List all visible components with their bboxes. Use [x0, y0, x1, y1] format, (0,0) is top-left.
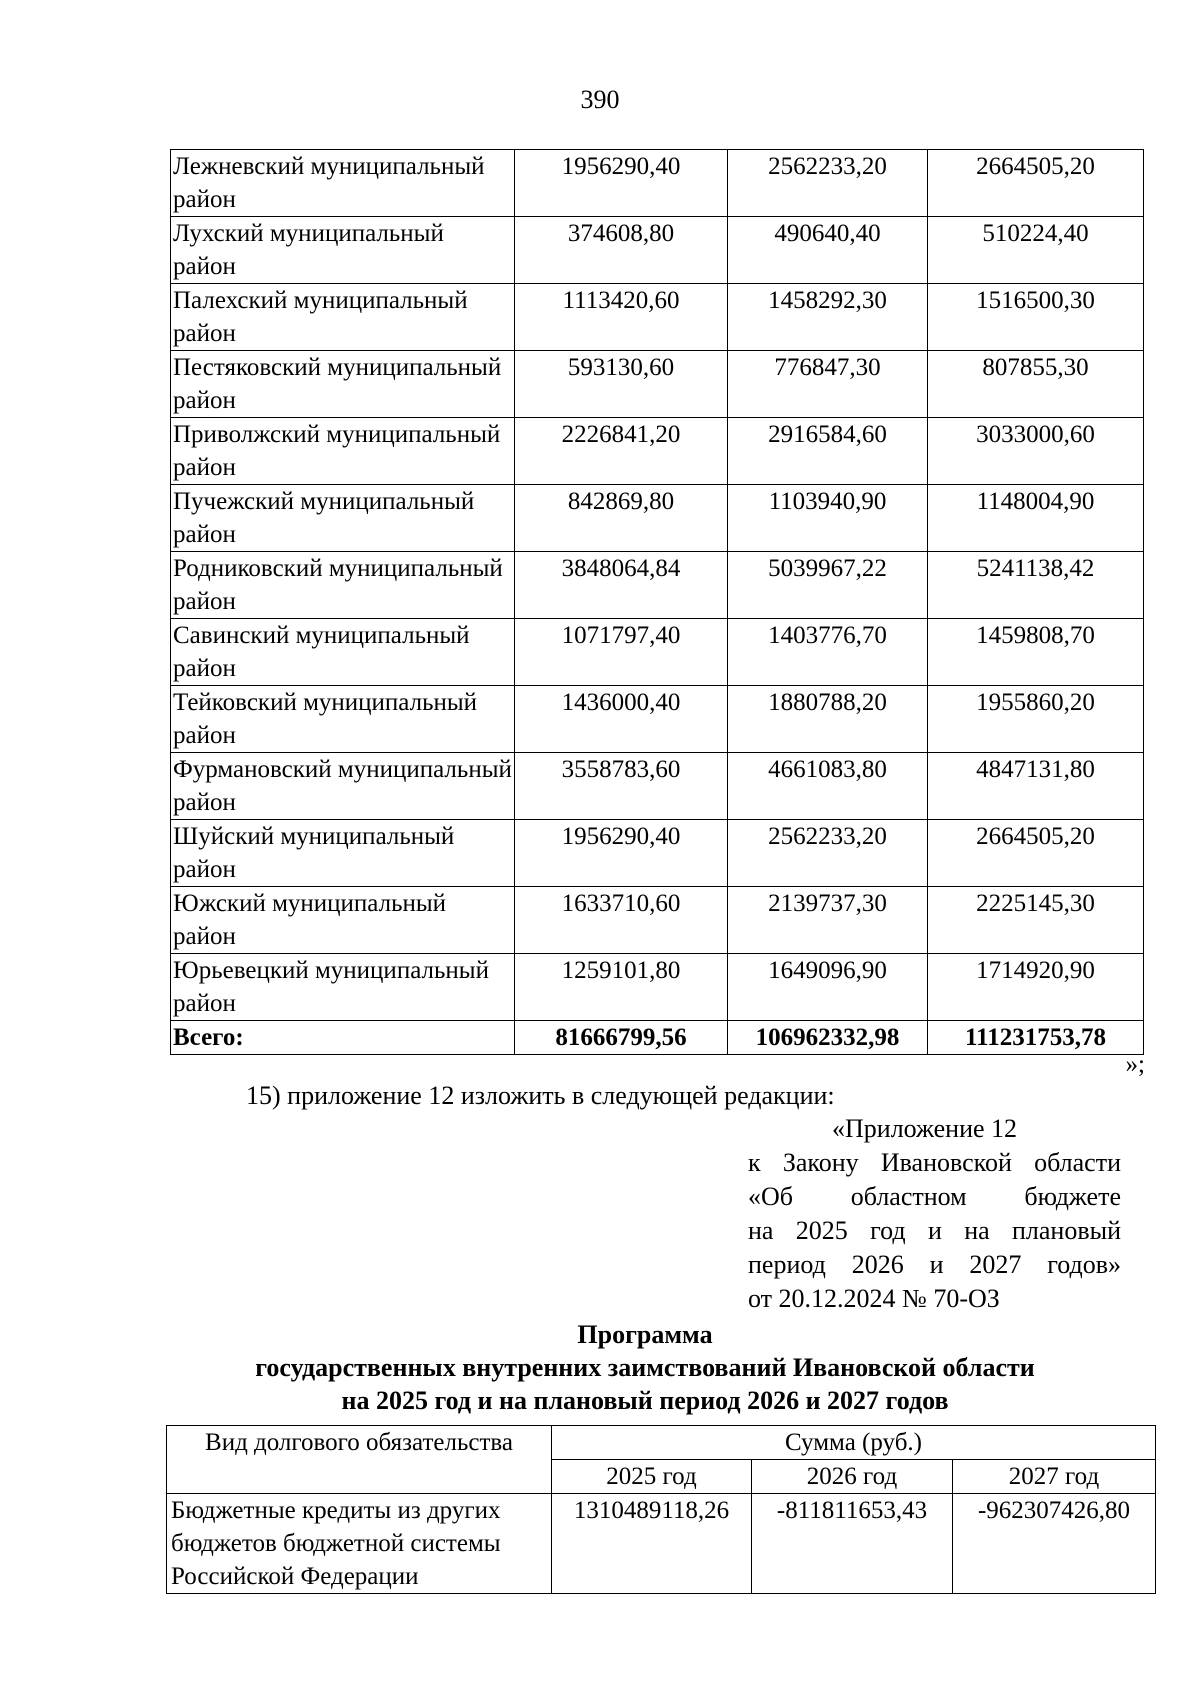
amount-2025-cell: 81666799,56 [515, 1021, 728, 1055]
amount-2025-cell: 3558783,60 [515, 753, 728, 820]
district-name-cell: Лухский муниципальный район [171, 217, 515, 284]
amendment-instruction: 15) приложение 12 изложить в следующей редакции: [246, 1081, 835, 1110]
table-row [171, 284, 1144, 351]
amount-2027-cell: -962307426,80 [953, 1494, 1156, 1594]
table-row [171, 954, 1144, 1021]
amount-2025-cell: 1071797,40 [515, 619, 728, 686]
district-name-cell: Родниковский муниципальный район [171, 552, 515, 619]
amount-2027-cell: 1148004,90 [928, 485, 1144, 552]
amount-2027-cell: 1714920,90 [928, 954, 1144, 1021]
table-row [171, 351, 1144, 418]
district-name-cell: Приволжский муниципальный район [171, 418, 515, 485]
table-row [171, 686, 1144, 753]
table-row [171, 1021, 1144, 1055]
amount-2026-cell: 1649096,90 [728, 954, 928, 1021]
amount-2025-cell: 1310489118,26 [552, 1494, 752, 1594]
district-name-cell: Лежневский муниципальный район [171, 150, 515, 217]
table-row [171, 217, 1144, 284]
district-name-cell: Всего: [171, 1021, 515, 1055]
district-name-cell: Пестяковский муниципальный район [171, 351, 515, 418]
amount-2026-cell: 1458292,30 [728, 284, 928, 351]
table-row [171, 820, 1144, 887]
header-debt-type: Вид долгового обязательства [167, 1426, 552, 1494]
amount-2025-cell: 1633710,60 [515, 887, 728, 954]
table-row [171, 485, 1144, 552]
amount-2027-cell: 5241138,42 [928, 552, 1144, 619]
amount-2025-cell: 842869,80 [515, 485, 728, 552]
borrowing-program-table [166, 1425, 1156, 1594]
district-amounts-table [170, 149, 1144, 1055]
amount-2027-cell: 2664505,20 [928, 150, 1144, 217]
district-name-cell: Тейковский муниципальный район [171, 686, 515, 753]
header-year: 2025 год [552, 1460, 752, 1494]
amount-2026-cell: 2562233,20 [728, 820, 928, 887]
table-header-row [167, 1426, 1156, 1460]
table-row [171, 418, 1144, 485]
district-name-cell: Палехский муниципальный район [171, 284, 515, 351]
amount-2027-cell: 111231753,78 [928, 1021, 1144, 1055]
district-name-cell: Южский муниципальный район [171, 887, 515, 954]
amount-2026-cell: 106962332,98 [728, 1021, 928, 1055]
table-row [167, 1494, 1156, 1594]
closing-quote: »; [1125, 1051, 1145, 1078]
amount-2027-cell: 2664505,20 [928, 820, 1144, 887]
district-name-cell: Юрьевецкий муниципальный район [171, 954, 515, 1021]
table-row [171, 887, 1144, 954]
amount-2025-cell: 593130,60 [515, 351, 728, 418]
amount-2027-cell: 1955860,20 [928, 686, 1144, 753]
district-amounts-table-body [171, 150, 1144, 1055]
header-year: 2026 год [752, 1460, 953, 1494]
header-year: 2027 год [953, 1460, 1156, 1494]
amount-2025-cell: 3848064,84 [515, 552, 728, 619]
appendix-header [748, 1112, 1121, 1316]
amount-2025-cell: 1259101,80 [515, 954, 728, 1021]
table-row [171, 619, 1144, 686]
amount-2027-cell: 2225145,30 [928, 887, 1144, 954]
amount-2026-cell: 776847,30 [728, 351, 928, 418]
amount-2027-cell: 3033000,60 [928, 418, 1144, 485]
amount-2025-cell: 1436000,40 [515, 686, 728, 753]
table-row [171, 150, 1144, 217]
appendix-line: период 2026 и 2027 годов» [748, 1250, 1121, 1279]
amount-2026-cell: 1403776,70 [728, 619, 928, 686]
amount-2027-cell: 1459808,70 [928, 619, 1144, 686]
amount-2025-cell: 1956290,40 [515, 820, 728, 887]
appendix-line: «Приложение 12 [832, 1114, 1018, 1143]
amount-2026-cell: 490640,40 [728, 217, 928, 284]
amount-2026-cell: 1103940,90 [728, 485, 928, 552]
appendix-line: к Закону Ивановской области [748, 1148, 1121, 1177]
amount-2026-cell: 4661083,80 [728, 753, 928, 820]
table-row [171, 753, 1144, 820]
debt-type-cell: Бюджетные кредиты из других бюджетов бюджетной системы Российской Федерации [167, 1494, 552, 1594]
header-sum: Сумма (руб.) [552, 1426, 1156, 1460]
amount-2025-cell: 374608,80 [515, 217, 728, 284]
district-name-cell: Шуйский муниципальный район [171, 820, 515, 887]
page-number: 390 [580, 85, 620, 114]
program-title [0, 1318, 1200, 1417]
amount-2026-cell: 2139737,30 [728, 887, 928, 954]
program-title-line: Программа [577, 1320, 713, 1349]
amount-2027-cell: 4847131,80 [928, 753, 1144, 820]
amount-2026-cell: 2562233,20 [728, 150, 928, 217]
appendix-line: «Об областном бюджете [748, 1182, 1121, 1211]
amount-2025-cell: 2226841,20 [515, 418, 728, 485]
amount-2027-cell: 510224,40 [928, 217, 1144, 284]
borrowing-program-table-body [167, 1494, 1156, 1594]
table-row [171, 552, 1144, 619]
program-title-line: государственных внутренних заимствований Ивановской области [255, 1353, 1035, 1382]
amount-2026-cell: 2916584,60 [728, 418, 928, 485]
amount-2025-cell: 1956290,40 [515, 150, 728, 217]
amount-2027-cell: 1516500,30 [928, 284, 1144, 351]
amount-2025-cell: 1113420,60 [515, 284, 728, 351]
amount-2026-cell: 5039967,22 [728, 552, 928, 619]
district-name-cell: Пучежский муниципальный район [171, 485, 515, 552]
amount-2026-cell: 1880788,20 [728, 686, 928, 753]
appendix-line: на 2025 год и на плановый [748, 1216, 1121, 1245]
appendix-line: от 20.12.2024 № 70-ОЗ [748, 1284, 1000, 1313]
amount-2026-cell: -811811653,43 [752, 1494, 953, 1594]
amount-2027-cell: 807855,30 [928, 351, 1144, 418]
program-title-line: на 2025 год и на плановый период 2026 и 2027 годов [341, 1386, 949, 1415]
district-name-cell: Фурмановский муниципальный район [171, 753, 515, 820]
district-name-cell: Савинский муниципальный район [171, 619, 515, 686]
